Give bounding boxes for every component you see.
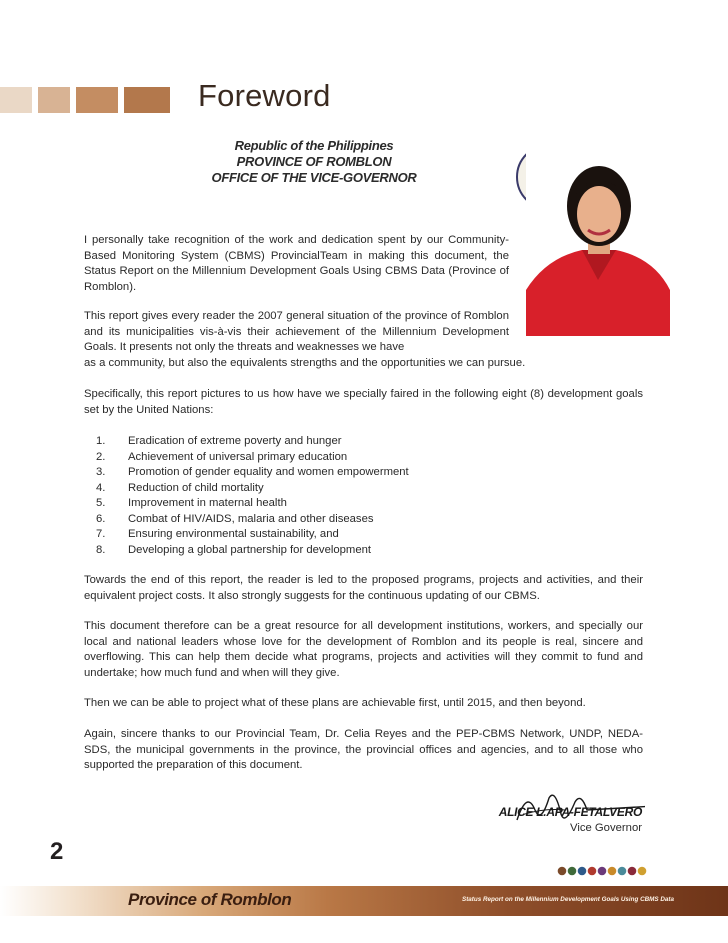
mdg-goal-icon xyxy=(598,867,607,876)
paragraph-2b: as a community, but also the equivalents strengths and the opportunities we can pursue. xyxy=(84,357,526,369)
mdg-goal-icon xyxy=(638,867,647,876)
list-item: 1. Eradication of extreme poverty and hunger xyxy=(96,435,342,447)
goals-list xyxy=(96,434,409,558)
letterhead-line-3: OFFICE OF THE VICE-GOVERNOR xyxy=(211,170,417,185)
header-color-stripes xyxy=(0,87,200,113)
paragraph-7: Again, sincere thanks to our Provincial Team, Dr. Celia Reyes and the PEP-CBMS Network, UNDP, NEDA-SDS, the municipal governments in the province, the provincial offices and agencies, and to all those who supported the preparation of this document. xyxy=(84,728,643,771)
list-item: 6. Combat of HIV/AIDS, malaria and other diseases xyxy=(96,512,374,525)
footer-report-title: Status Report on the Millennium Development Goals Using CBMS Data xyxy=(462,896,675,903)
paragraph-5: This document therefore can be a great resource for all development institutions, workers, and specially our local and national leaders whose love for the development of Romblon and its people is real, sincere and overflowing. This can help them decide what programs, projects and activities will they commit to fund and undertake; how much fund and when will they give. xyxy=(84,620,643,679)
stripe-2 xyxy=(38,87,70,113)
mdg-icons-row xyxy=(557,865,647,877)
list-item: 8. Developing a global partnership for development xyxy=(96,543,372,556)
mdg-goal-icon xyxy=(578,867,587,876)
letterhead-line-1: Republic of the Philippines xyxy=(234,138,394,153)
paragraph-6: Then we can be able to project what of these plans are achievable first, until 2015, and then beyond. xyxy=(84,697,586,709)
mdg-goal-icon xyxy=(618,867,627,876)
letterhead-line-2: PROVINCE OF ROMBLON xyxy=(236,154,392,169)
signatory-position: Vice Governor xyxy=(569,822,642,834)
mdg-goal-icon xyxy=(558,867,567,876)
paragraph-3: Specifically, this report pictures to us how have we specially faired in the following eight (8) development goals set by the United Nations: xyxy=(84,388,643,416)
list-item: 2. Achievement of universal primary education xyxy=(96,450,348,463)
mdg-goal-icon xyxy=(608,867,617,876)
list-item: 4. Reduction of child mortality xyxy=(96,481,264,494)
footer-province: Province of Romblon xyxy=(128,890,292,909)
mdg-goal-icon xyxy=(588,867,597,876)
paragraph-2a: This report gives every reader the 2007 general situation of the province of Romblon and its municipalities vis-à-vis their achievement of the Millennium Development Goals. It presents not only the threats and weaknesses we have xyxy=(84,310,509,353)
mdg-goal-icon xyxy=(568,867,577,876)
paragraph-1: I personally take recognition of the work and dedication spent by our Community-Based Monitoring System (CBMS) ProvincialTeam in making this document, the Status Report on the Millennium Development Goals Using CBMS Data (Province of Romblon). xyxy=(84,234,509,293)
letterhead xyxy=(200,138,428,186)
stripe-3 xyxy=(76,87,118,113)
page-number: 2 xyxy=(50,838,64,865)
page-title: Foreword xyxy=(198,78,331,113)
mdg-goal-icon xyxy=(628,867,637,876)
stripe-1 xyxy=(0,87,32,113)
list-item: 5. Improvement in maternal health xyxy=(96,497,287,509)
paragraph-4: Towards the end of this report, the reader is led to the proposed programs, projects and activities, and their equivalent project costs. It also strongly suggests for the continuous updating of our CBMS. xyxy=(84,574,643,602)
signatory-name: ALICE L.APA-FETALVERO xyxy=(498,805,642,819)
list-item: 3. Promotion of gender equality and women empowerment xyxy=(96,466,409,478)
stripe-4 xyxy=(124,87,170,113)
list-item: 7. Ensuring environmental sustainability, and xyxy=(96,528,339,540)
vice-governor-portrait xyxy=(526,140,670,336)
